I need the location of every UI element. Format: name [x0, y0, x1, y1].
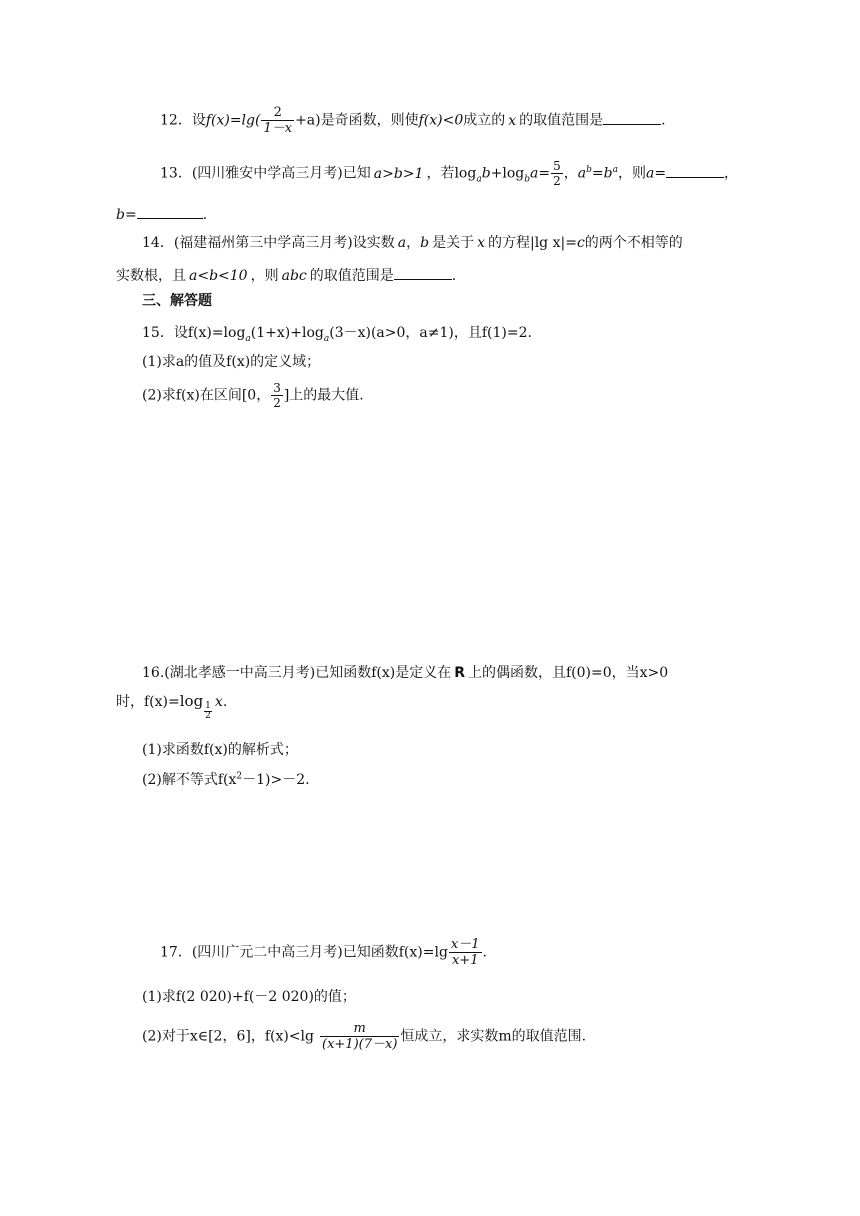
question-17-part2: (2)对于x∈[2，6]，f(x)<lg $\frac{m}{(x+1)(7-x)}$ 恒成立，求实数m的取值范围. — [142, 1021, 587, 1052]
question-12: 12．设f(x)=lg( $\frac{2}{1-x}$ +a)是奇函数，则使f(x)<0成立的 x 的取值范围是 . — [160, 105, 666, 136]
answer-blank — [603, 112, 661, 125]
question-16: 16.(湖北孝感一中高三月考)已知函数f(x)是定义在 R 上的偶函数，且f(0)=0，当x>0 — [142, 665, 669, 681]
question-14-line2: 实数根，且 a<b<10 ，则 abc 的取值范围是 . — [116, 268, 457, 284]
question-14: 14．(福建福州第三中学高三月考)设实数 a，b 是关于 x 的方程|lg x|=c的两个不相等的 — [142, 235, 683, 251]
q12-x: x — [508, 112, 517, 129]
q12-tail2: 的取值范围是 — [519, 112, 604, 129]
question-13-line2: b= . — [116, 207, 208, 223]
question-16-line2: 时，f(x)=log $\frac{1}{2}$ x. — [116, 692, 228, 721]
q12-mid: +a)是奇函数，则使 — [295, 112, 419, 129]
question-15-part2: (2)求f(x)在区间[0， $\frac{3}{2}$ ]上的最大值. — [142, 381, 364, 410]
q12-tail: 成立的 — [463, 112, 506, 129]
q15-fraction: $\frac{3}{2}$ — [273, 381, 281, 410]
question-17: 17．(四川广元二中高三月考)已知函数f(x)=lg $\frac{x-1}{x+1}$ . — [160, 937, 487, 968]
question-17-part1: (1)求f(2 020)+f(－2 020)的值； — [142, 989, 356, 1005]
q17-fraction: $\frac{x-1}{x+1}$ — [450, 937, 480, 968]
q17-part2-fraction: $\frac{m}{(x+1)(7-x)}$ — [322, 1021, 398, 1052]
q12-number: 12．设 — [160, 112, 206, 129]
question-13: 13．(四川雅安中学高三月考)已知 a>b>1 ，若$\log_ab+\log_ba=$ $\frac{5}{2}$ ，$a^b=b^a$，则a= ， — [160, 159, 739, 188]
answer-blank — [394, 267, 452, 280]
question-16-part2: (2)解不等式$f(x^2-1)>-2$. — [142, 771, 310, 788]
q12-fx2: f(x)<0 — [418, 112, 464, 129]
answer-blank — [137, 206, 203, 219]
question-15-part1: (1)求a的值及f(x)的定义域； — [142, 354, 321, 370]
q13-fraction: $\frac{5}{2}$ — [553, 159, 561, 188]
q13-number: 13．(四川雅安中学高三月考)已知 — [160, 165, 371, 182]
q12-fx: f(x)=lg( — [205, 112, 261, 129]
log-base-fraction: $\frac{1}{2}$ — [205, 701, 211, 721]
q13-cond: a>b>1 — [373, 165, 424, 182]
section-title: 三、解答题 — [142, 293, 212, 309]
q12-fraction: $\frac{2}{1-x}$ — [263, 105, 293, 136]
question-16-part1: (1)求函数f(x)的解析式； — [142, 742, 298, 758]
answer-blank — [666, 165, 724, 178]
question-15: 15．设$f(x)=\log_a(1+x)+\log_a(3-x)(a>0$，a≠1)，且f(1)=2. — [142, 325, 532, 344]
